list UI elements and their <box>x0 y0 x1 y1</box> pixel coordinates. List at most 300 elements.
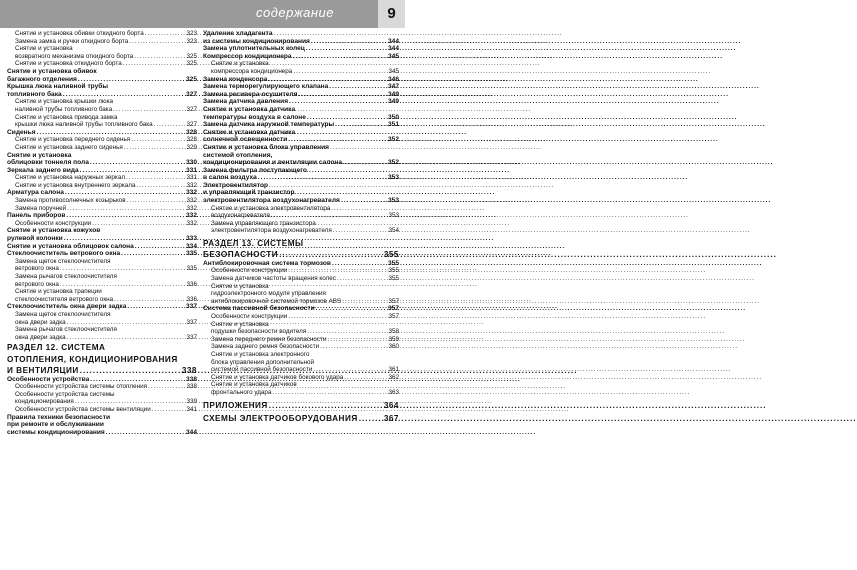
toc-leader-dots <box>307 328 387 336</box>
toc-entry-title: Крышка люка наливной трубы <box>7 83 108 91</box>
toc-entry[interactable] <box>7 197 197 205</box>
toc-entry[interactable] <box>7 334 197 342</box>
toc-entry-title: крышки люка наливной трубы топливного бака <box>15 121 153 129</box>
toc-leader-dots <box>131 136 185 144</box>
toc-entry[interactable] <box>7 167 197 175</box>
toc-entry-title: Снятие и установка <box>7 151 72 159</box>
toc-leader-dots <box>63 91 185 99</box>
toc-page-number: 323 <box>186 30 197 37</box>
toc-entry[interactable] <box>203 174 399 182</box>
toc-page-number: 327 <box>186 121 197 129</box>
toc-page-number: 341 <box>186 405 197 413</box>
toc-entry-title: Замена датчика давления <box>203 98 289 106</box>
toc-entry-title: Снятие и установка электровентилятора <box>211 204 331 212</box>
toc-entry-title: РАЗДЕЛ 13. СИСТЕМЫ <box>203 239 304 249</box>
toc-page-number: 344 <box>387 37 399 45</box>
toc-entry-title: топливного бака <box>7 90 62 98</box>
toc-page-number: 338 <box>181 366 197 376</box>
toc-entry-title: Особенности устройства системы вентиляции <box>15 405 151 413</box>
toc-leader-dots <box>272 389 387 397</box>
toc-entry-title: Снятие и установка привода замка <box>15 113 118 121</box>
toc-entry-title: воздухонагревателя <box>211 212 270 220</box>
toc-page-number: 349 <box>387 90 399 98</box>
toc-entry-title: Замена переднего ремня безопасности <box>211 335 327 343</box>
toc-entry[interactable] <box>203 205 399 213</box>
toc-entry-title: Снятие и установка <box>15 45 73 53</box>
toc-page-number: 350 <box>387 113 399 121</box>
toc-entry[interactable] <box>7 38 197 46</box>
toc-page-number: 328 <box>186 136 197 144</box>
toc-entry[interactable] <box>7 288 197 296</box>
toc-page-number: 353 <box>387 174 399 182</box>
toc-entry[interactable] <box>203 313 399 321</box>
toc-entry-title: антиблокировочной системой тормозов ABS <box>211 297 342 305</box>
toc-entry[interactable] <box>203 389 399 397</box>
toc-entry-title: Стеклоочиститель ветрового окна <box>7 250 121 258</box>
toc-entry-title: БЕЗОПАСНОСТИ <box>203 250 279 260</box>
toc-page-number: 336 <box>186 295 197 303</box>
toc-leader-dots <box>135 243 185 251</box>
toc-page-number: 330 <box>185 159 197 167</box>
toc-entry-title: Замена датчиков частоты вращения колес <box>211 275 336 283</box>
toc-leader-dots <box>60 281 186 289</box>
toc-leader-dots <box>359 414 383 423</box>
toc-entry[interactable] <box>7 391 197 399</box>
toc-entry-title: кондиционирования и вентиляции салона <box>203 159 343 167</box>
toc-leader-dots <box>337 275 388 283</box>
toc-page-number: 347 <box>387 83 399 91</box>
toc-entry[interactable] <box>7 398 197 406</box>
toc-page-number: 332 <box>186 181 197 189</box>
toc-page-number: 328 <box>185 128 197 136</box>
toc-page-number: 325 <box>186 60 197 68</box>
toc-entry-title: Система пассивной безопасности <box>203 305 315 313</box>
toc-page-number: 337 <box>185 303 197 311</box>
toc-entry[interactable] <box>7 383 197 391</box>
toc-spacer <box>203 235 399 237</box>
toc-entry[interactable] <box>7 250 197 258</box>
toc-entry-title: из системы кондиционирования <box>203 37 310 45</box>
toc-entry-title: электровентилятора воздухонагревателя <box>203 197 340 205</box>
toc-page-number: 339 <box>186 398 197 406</box>
toc-entry-title: Особенности устройства системы <box>15 390 115 398</box>
toc-page-number: 345 <box>387 52 399 60</box>
toc-leader-dots <box>332 260 387 268</box>
toc-entry[interactable] <box>203 45 399 53</box>
toc-entry-title: Арматура салона <box>7 189 64 197</box>
toc-spacer <box>203 397 399 399</box>
toc-entry-title: Снятие и установка обивок <box>7 67 97 75</box>
toc-page-number: 337 <box>186 333 197 341</box>
toc-leader-dots <box>293 68 387 76</box>
toc-entry[interactable] <box>7 319 197 327</box>
toc-leader-dots <box>311 38 387 46</box>
toc-page-number: 357 <box>388 297 399 305</box>
toc-leader-dots <box>60 265 186 273</box>
toc-leader-dots <box>298 91 387 99</box>
toc-entry-title: электровентилятора воздухонагревателя <box>211 227 332 235</box>
toc-entry-title: облицовки тоннеля пола <box>7 159 89 167</box>
toc-page-number: 338 <box>185 375 197 383</box>
toc-page-number: 336 <box>186 280 197 288</box>
toc-leader-dots <box>293 53 387 61</box>
toc-leader-dots <box>127 197 186 205</box>
toc-chapter-heading[interactable] <box>7 355 197 364</box>
toc-entry-title: Антиблокировочная система тормозов <box>203 259 331 267</box>
toc-entry[interactable] <box>7 296 197 304</box>
toc-entry[interactable] <box>7 303 197 311</box>
toc-page-number: 351 <box>387 121 399 129</box>
toc-page-number: 338 <box>186 383 197 391</box>
toc-page-number: 335 <box>186 265 197 273</box>
toc-entry-title: блока управления дополнительной <box>211 358 314 366</box>
toc-page-number: 354 <box>388 227 399 235</box>
toc-entry-title: окна двери задка <box>15 333 66 341</box>
toc-leader-dots <box>92 220 185 228</box>
toc-entry[interactable] <box>203 220 399 228</box>
toc-leader-dots <box>121 250 185 258</box>
toc-entry-title: ветрового окна <box>15 280 59 288</box>
toc-leader-dots <box>145 30 186 38</box>
toc-entry-title: Замена рычагов стеклоочистителя <box>15 273 117 280</box>
toc-entry-title: ОТОПЛЕНИЯ, КОНДИЦИОНИРОВАНИЯ <box>7 354 178 364</box>
toc-entry[interactable] <box>7 414 197 422</box>
toc-entry[interactable] <box>203 212 399 220</box>
toc-entry-title: Снятие и установка трапеции <box>15 288 102 296</box>
toc-entry[interactable] <box>203 227 399 235</box>
toc-entry[interactable] <box>7 129 197 137</box>
toc-entry[interactable] <box>203 76 399 84</box>
toc-page-number: 344 <box>185 428 197 436</box>
toc-page-number: 337 <box>186 318 197 326</box>
toc-leader-dots <box>335 121 387 129</box>
toc-entry[interactable] <box>7 121 197 129</box>
toc-page-number: 352 <box>387 136 399 144</box>
toc-entry-title: Снятие и установка облицовок салона <box>7 242 134 250</box>
toc-page-number: 355 <box>388 275 399 283</box>
toc-leader-dots <box>67 319 186 327</box>
toc-entry-title: подушки безопасности водителя <box>211 328 307 336</box>
page-header <box>0 0 405 28</box>
toc-chapter-heading[interactable] <box>7 343 197 352</box>
toc-page-number: 331 <box>186 174 197 182</box>
toc-entry-title: системой отопления, <box>203 151 273 159</box>
toc-page-number: 325 <box>186 52 197 60</box>
toc-page-number: 335 <box>185 250 197 258</box>
toc-entry[interactable] <box>7 243 197 251</box>
toc-entry[interactable] <box>7 91 197 99</box>
toc-entry[interactable] <box>203 144 399 152</box>
toc-entry-title: Снятие и установка переднего сиденья <box>15 136 131 144</box>
toc-spacer <box>203 410 399 412</box>
toc-entry-title: наливной трубы топливного бака <box>15 105 113 113</box>
toc-chapter-heading[interactable] <box>203 239 399 248</box>
toc-page-number: 363 <box>388 388 399 396</box>
toc-leader-dots <box>114 296 185 304</box>
toc-leader-dots <box>343 159 387 167</box>
toc-entry-title: Снятие и установка датчиков <box>211 381 297 389</box>
toc-entry-title: рулевой колонки <box>7 235 63 243</box>
toc-page-number: 327 <box>185 90 197 98</box>
toc-entry[interactable] <box>203 283 399 291</box>
toc-page-number: 332 <box>185 212 197 220</box>
toc-entry[interactable] <box>203 106 399 114</box>
toc-entry[interactable] <box>203 290 399 298</box>
toc-entry[interactable] <box>203 366 399 374</box>
toc-entry[interactable] <box>7 429 197 437</box>
toc-page-number: 353 <box>388 212 399 220</box>
toc-entry-title: Снятие и установка электронного <box>211 350 310 358</box>
toc-leader-dots <box>327 336 387 344</box>
toc-entry-title: ветрового окна <box>15 265 59 273</box>
toc-entry[interactable] <box>203 374 399 382</box>
toc-entry[interactable] <box>7 273 197 281</box>
toc-right-column <box>203 30 399 423</box>
toc-leader-dots <box>268 76 387 84</box>
toc-entry-title: Правила техники безопасности <box>7 413 110 421</box>
toc-entry[interactable] <box>203 53 399 61</box>
toc-entry[interactable] <box>7 227 197 235</box>
toc-entry[interactable] <box>7 144 197 152</box>
toc-entry[interactable] <box>7 311 197 319</box>
toc-entry-title: Снятие и установка <box>211 320 269 328</box>
toc-page-number: 325 <box>185 75 197 83</box>
toc-entry-title: Замена рычагов стеклоочистителя <box>15 326 117 334</box>
toc-entry[interactable] <box>7 68 197 76</box>
toc-entry[interactable] <box>203 60 399 68</box>
header-title: содержание <box>255 5 334 20</box>
toc-leader-dots <box>66 212 185 220</box>
toc-entry-title: СХЕМЫ ЭЛЕКТРООБОРУДОВАНИЯ <box>203 413 358 423</box>
toc-leader-dots <box>313 366 387 374</box>
toc-entry-title: Снятие и установка внутреннего зеркала <box>15 181 136 189</box>
toc-entry[interactable] <box>7 189 197 197</box>
toc-entry-title: Замена заднего ремня безопасности <box>211 343 320 351</box>
toc-entry[interactable] <box>203 136 399 144</box>
toc-entry-title: Снятие и установка наружных зеркал <box>15 174 125 182</box>
toc-entry-title: Зеркала заднего вида <box>7 166 79 174</box>
toc-leader-dots <box>64 235 185 243</box>
toc-entry-title: Снятие и установка датчиков бокового удара <box>211 373 344 381</box>
toc-entry[interactable] <box>7 212 197 220</box>
toc-entry-title: Замена поручней <box>15 204 67 212</box>
toc-leader-dots <box>258 174 387 182</box>
toc-entry[interactable] <box>7 152 197 160</box>
toc-entry-title: Замена уплотнительных колец <box>203 45 305 53</box>
toc-entry[interactable] <box>203 197 399 205</box>
toc-page-number: 323 <box>186 37 197 45</box>
toc-page-number: 353 <box>387 197 399 205</box>
toc-leader-dots <box>126 174 185 182</box>
toc-page-number: 367 <box>383 413 399 423</box>
toc-leader-dots <box>134 53 185 61</box>
toc-entry[interactable] <box>7 220 197 228</box>
toc-entry-title: гидроэлектронного модуля управления <box>211 290 326 298</box>
toc-entry[interactable] <box>203 381 399 389</box>
toc-entry-title: Снятие и установка блока управления <box>203 143 329 151</box>
toc-entry[interactable] <box>7 98 197 106</box>
toc-page-number: 359 <box>388 335 399 343</box>
toc-leader-dots <box>152 406 186 414</box>
toc-entry[interactable] <box>203 114 399 122</box>
toc-entry-title: Особенности конструкции <box>15 219 92 227</box>
toc-page-number: 358 <box>388 328 399 336</box>
toc-entry-title: Замена фильтра поступающего <box>203 166 307 174</box>
toc-entry-title: и управляющий транзистор <box>203 189 295 197</box>
toc-leader-dots <box>154 121 186 129</box>
toc-entry[interactable] <box>203 351 399 359</box>
toc-entry-title: Снятие и установка датчика <box>203 105 296 113</box>
toc-entry-title: РАЗДЕЛ 12. СИСТЕМА <box>7 343 106 353</box>
toc-page-number: 360 <box>388 343 399 351</box>
toc-page-number: 332 <box>186 204 197 212</box>
toc-entry-title: при ремонте и обслуживании <box>7 421 104 429</box>
toc-entry[interactable] <box>203 98 399 106</box>
toc-page-number: 345 <box>388 67 399 75</box>
toc-entry[interactable] <box>203 38 399 46</box>
toc-leader-dots <box>127 303 185 311</box>
toc-entry-title: Снятие и установка заднего сиденья <box>15 143 123 151</box>
toc-page-number: 355 <box>388 267 399 275</box>
toc-leader-dots <box>129 38 185 46</box>
toc-entry-title: Особенности устройства системы отопления <box>15 383 148 391</box>
toc-entry[interactable] <box>203 68 399 76</box>
toc-entry[interactable] <box>7 326 197 334</box>
toc-entry-title: системы кондиционирования <box>7 428 105 436</box>
toc-entry[interactable] <box>7 60 197 68</box>
toc-entry-title: Снятие и установка кожухов <box>7 227 101 235</box>
toc-leader-dots <box>341 197 387 205</box>
toc-entry-title: Стеклоочиститель окна двери задка <box>7 303 127 311</box>
toc-leader-dots <box>148 383 185 391</box>
toc-entry[interactable] <box>7 30 197 38</box>
toc-page-number: 355 <box>383 250 399 260</box>
toc-chapter-heading[interactable] <box>203 250 399 259</box>
toc-entry-title: И ВЕНТИЛЯЦИИ <box>7 366 79 376</box>
toc-entry[interactable] <box>203 328 399 336</box>
toc-leader-dots <box>279 250 383 259</box>
toc-entry-title: Снятие и установка <box>211 282 269 290</box>
toc-entry[interactable] <box>7 136 197 144</box>
toc-leader-dots <box>269 401 383 410</box>
toc-chapter-heading[interactable] <box>203 414 399 423</box>
toc-page-number: 333 <box>185 235 197 243</box>
toc-entry[interactable] <box>7 406 197 414</box>
toc-entry[interactable] <box>203 152 399 160</box>
toc-leader-dots <box>320 343 387 351</box>
toc-leader-dots <box>289 98 387 106</box>
toc-leader-dots <box>75 398 186 406</box>
header-band <box>0 0 378 28</box>
toc-leader-dots <box>344 374 387 382</box>
toc-entry-title: Компрессор кондиционера <box>203 52 292 60</box>
toc-leader-dots <box>67 334 186 342</box>
toc-entry[interactable] <box>203 275 399 283</box>
toc-leader-dots <box>113 106 185 114</box>
toc-entry[interactable] <box>7 281 197 289</box>
toc-entry-title: Панель приборов <box>7 212 66 220</box>
toc-entry[interactable] <box>203 30 399 38</box>
toc-entry[interactable] <box>7 45 197 53</box>
toc-page-number: 352 <box>387 159 399 167</box>
toc-leader-dots <box>307 114 387 122</box>
toc-entry[interactable] <box>7 174 197 182</box>
toc-page-number: 327 <box>186 105 197 113</box>
toc-entry[interactable] <box>203 343 399 351</box>
toc-page-number: 349 <box>387 98 399 106</box>
toc-entry[interactable] <box>203 159 399 167</box>
toc-entry[interactable] <box>203 189 399 197</box>
toc-page-number: 361 <box>388 366 399 374</box>
toc-entry-title: Снятие и установка крышки люка <box>15 98 114 106</box>
toc-entry[interactable] <box>7 106 197 114</box>
toc-entry-title: Особенности устройства <box>7 375 90 383</box>
toc-entry-title: Особенности конструкции <box>211 313 288 320</box>
toc-entry[interactable] <box>7 421 197 429</box>
toc-entry-title: температуры воздуха в салоне <box>203 113 306 121</box>
toc-entry-title: окна двери задка <box>15 318 66 326</box>
toc-entry-title: ПРИЛОЖЕНИЯ <box>203 400 268 410</box>
toc-chapter-heading[interactable] <box>7 366 197 375</box>
toc-entry[interactable] <box>7 159 197 167</box>
toc-page-number: 355 <box>387 259 399 267</box>
toc-entry[interactable] <box>7 258 197 266</box>
toc-entry[interactable] <box>7 235 197 243</box>
toc-entry[interactable] <box>203 91 399 99</box>
toc-entry[interactable] <box>203 167 399 175</box>
toc-leader-dots <box>123 60 186 68</box>
toc-leader-dots <box>271 212 388 220</box>
toc-page-number: 346 <box>387 75 399 83</box>
toc-entry[interactable] <box>7 265 197 273</box>
toc-entry-title: Электровентилятор <box>203 181 269 189</box>
toc-entry-title: Замена конденсора <box>203 75 268 83</box>
toc-chapter-heading[interactable] <box>203 401 399 410</box>
toc-entry-title: в салон воздуха <box>203 174 257 182</box>
toc-entry[interactable] <box>7 83 197 91</box>
toc-left-column <box>7 30 197 436</box>
toc-leader-dots <box>90 159 185 167</box>
toc-leader-dots <box>67 205 185 213</box>
toc-leader-dots <box>306 45 387 53</box>
toc-leader-dots <box>333 227 388 235</box>
toc-entry-title: системой пассивной безопасности <box>211 366 313 374</box>
toc-entry-title: Замена ресивера-осушителя <box>203 90 298 98</box>
toc-page-number: 332 <box>185 189 197 197</box>
toc-entry[interactable] <box>203 121 399 129</box>
toc-entry-title: солнечной освещенности <box>203 136 288 144</box>
toc-page-number: 334 <box>185 242 197 250</box>
toc-leader-dots <box>136 182 185 190</box>
toc-entry-title: Снятие и установка <box>211 60 269 68</box>
toc-entry[interactable] <box>203 267 399 275</box>
toc-entry[interactable] <box>7 182 197 190</box>
toc-page-number: 362 <box>388 373 399 381</box>
toc-entry-title: Замена противосолнечных козырьков <box>15 197 126 205</box>
toc-entry-title: Сиденья <box>7 128 36 136</box>
toc-leader-dots <box>80 167 185 175</box>
toc-entry-title: багажного отделения <box>7 75 77 83</box>
toc-page-number: 331 <box>185 166 197 174</box>
toc-entry[interactable] <box>7 114 197 122</box>
toc-leader-dots <box>288 136 387 144</box>
toc-entry[interactable] <box>203 83 399 91</box>
toc-entry[interactable] <box>203 305 399 313</box>
toc-entry-title: Замена управляющего транзистора <box>211 219 316 227</box>
toc-leader-dots <box>37 129 185 137</box>
toc-page-number: 364 <box>383 400 399 410</box>
toc-leader-dots <box>288 267 387 275</box>
